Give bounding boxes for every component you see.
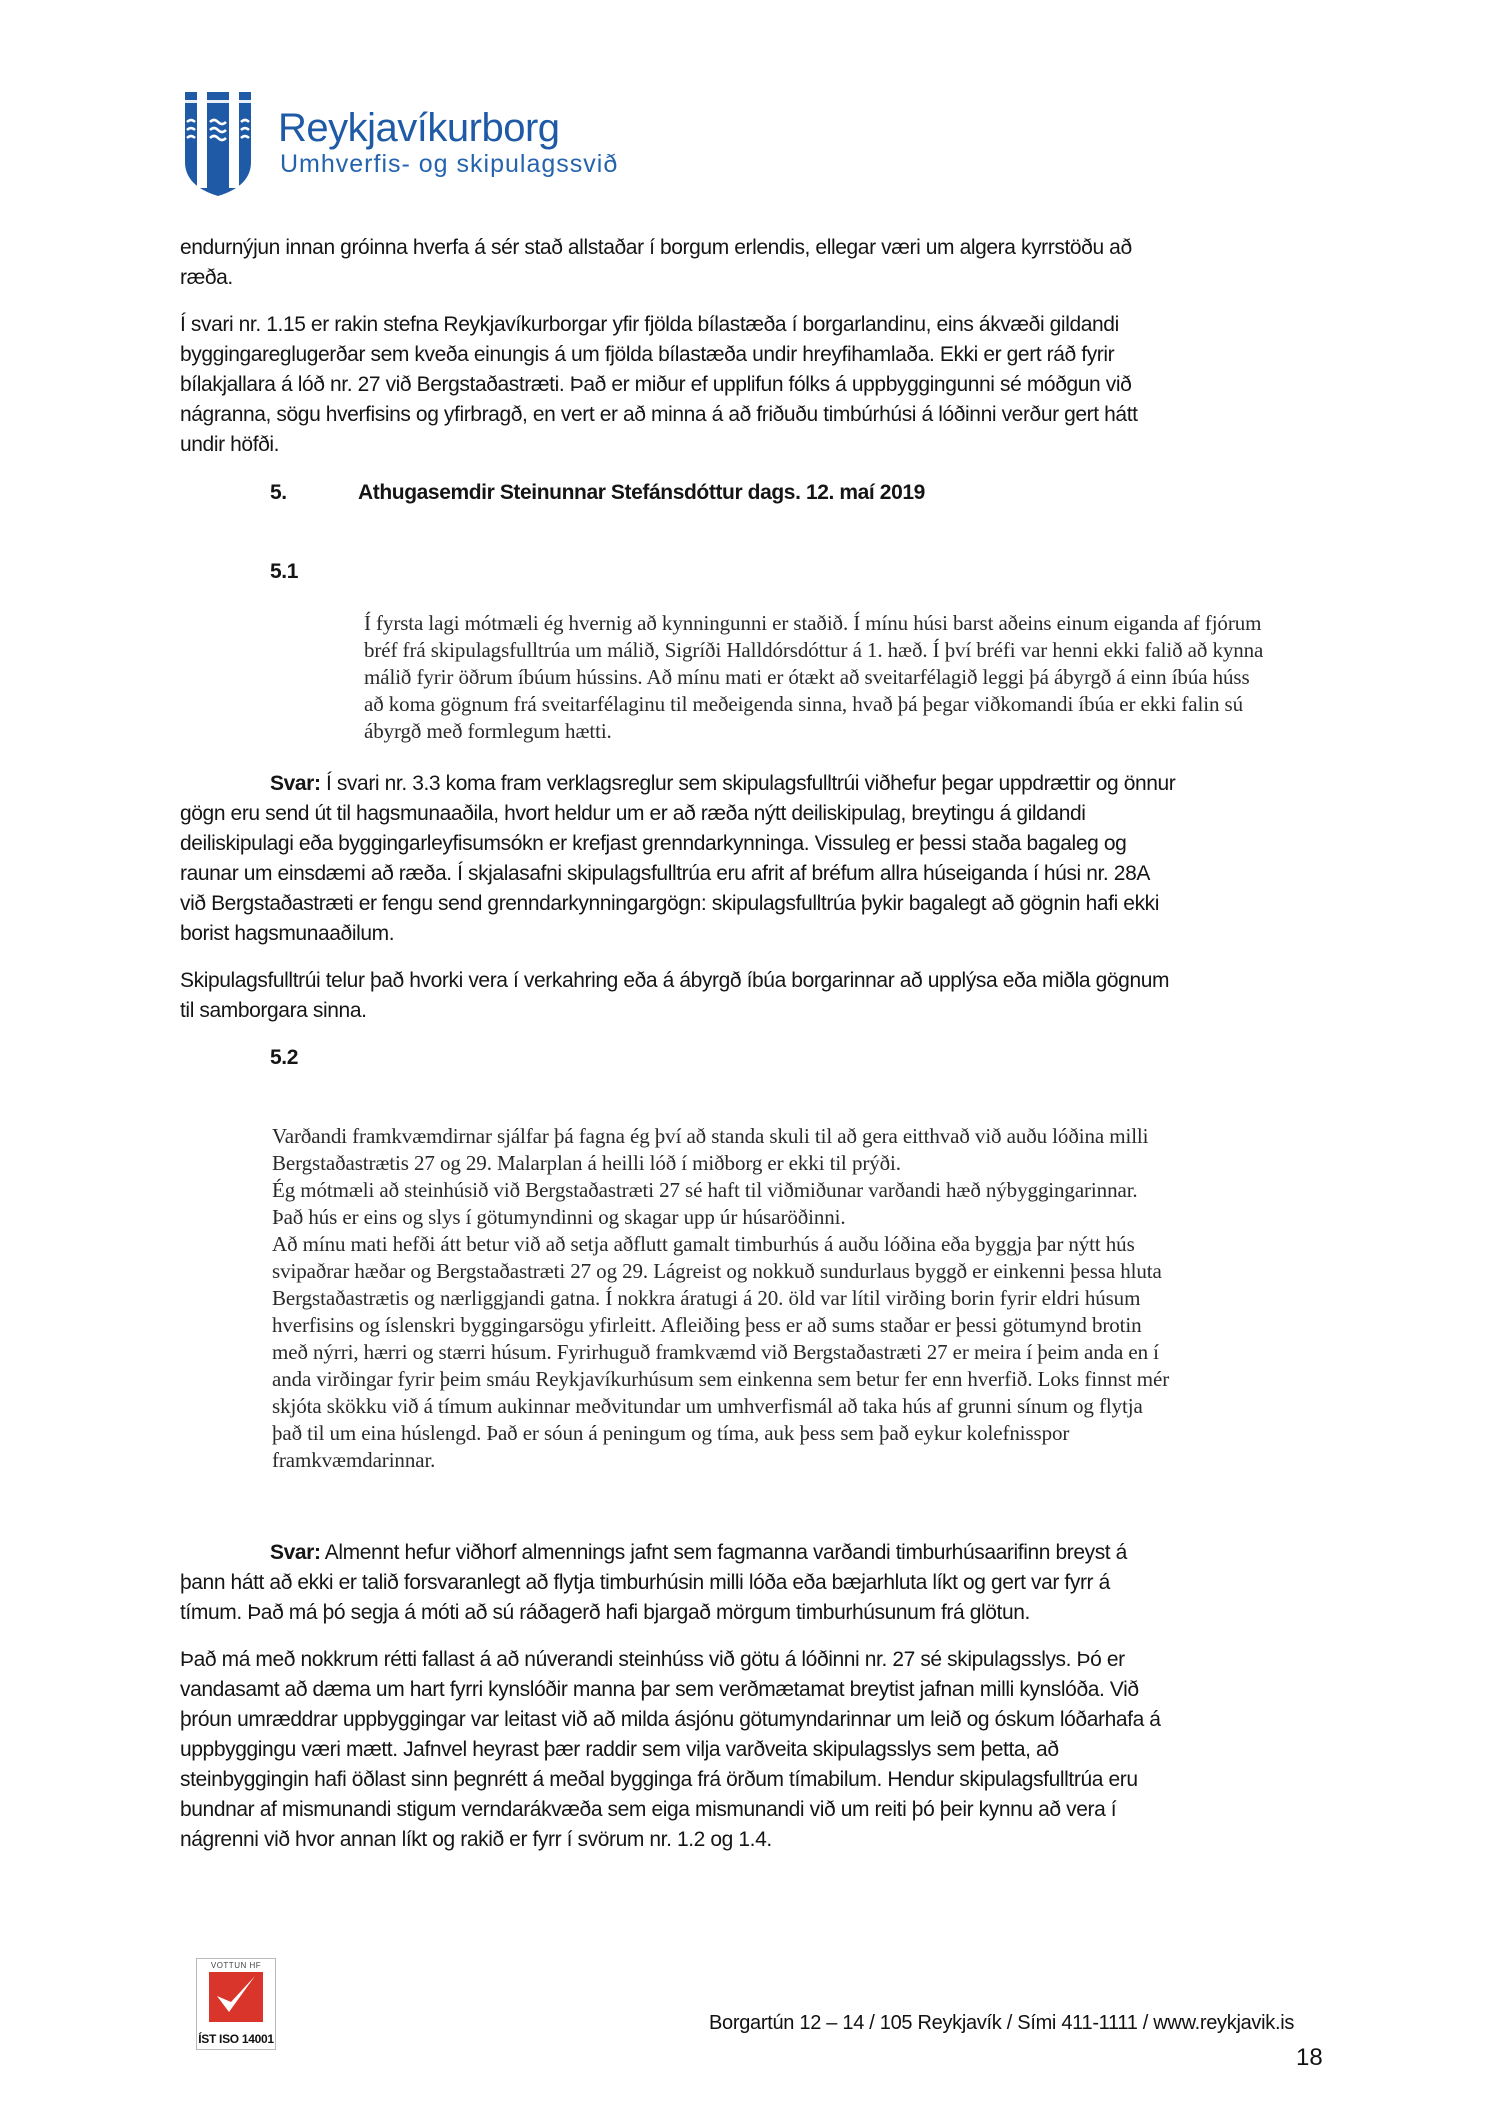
quote-line: Í fyrsta lagi mótmæli ég hvernig að kynningunni er staðið. Í mínu húsi barst aðeins einum eiganda af fjórum — [364, 611, 1262, 635]
quote-line: Bergstaðastrætis og nærliggjandi gatna. Í nokkra áratugi á 20. öld var lítil virðing borin fyrir eldri húsum — [272, 1286, 1141, 1310]
item-number: 5.2 — [270, 1046, 298, 1069]
checkmark-icon — [209, 1972, 263, 2022]
iso-badge-top-text: VOTTUN HF — [210, 1961, 262, 1970]
section-number: 5. — [270, 481, 287, 504]
shield-icon — [183, 90, 253, 198]
answer-text: Almennt hefur viðhorf almennings jafnt sem fagmanna varðandi timburhúsaarifinn breyst á — [320, 1541, 1127, 1564]
answer-line: vandasamt að dæma um hart fyrri kynslóðir manna þar sem verðmætamat breytist jafnan milli kynslóða. Við — [180, 1678, 1139, 1701]
organization-name: Reykjavíkurborg — [278, 106, 560, 150]
answer-line: borist hagsmunaaðilum. — [180, 922, 395, 945]
answer-line: steinbyggingin hafi öðlast sinn þegnrétt á meðal bygginga frá örðum tímabilum. Hendur skipulagsfulltrúa eru — [180, 1768, 1138, 1791]
iso-certification-badge — [196, 1958, 276, 2050]
answer-line: við Bergstaðastræti er fengu send grenndarkynningargögn: skipulagsfulltrúa þykir bagalegt að gögnin hafi ekki — [180, 892, 1160, 915]
page-number: 18 — [1296, 2044, 1323, 2071]
answer-line — [270, 1541, 1127, 1565]
coat-of-arms-logo — [183, 90, 253, 198]
quote-line: skjóta skökku við á tímum aukinnar meðvitundar um umhverfismál að taka hús af grunni sínum og flytja — [272, 1394, 1143, 1418]
answer-line: deiliskipulagi eða byggingarleyfisumsókn er krefjast grenndarkynninga. Vissuleg er þessi staða bagaleg og — [180, 832, 1127, 855]
answer-line: raunar um einsdæmi að ræða. Í skjalasafni skipulagsfulltrúa eru afrit af bréfum allra húseiganda í húsi nr. 28A — [180, 862, 1150, 885]
intro-line: undir höfði. — [180, 433, 280, 456]
intro-line: nágranna, sögu hverfisins og yfirbragð, en vert er að minna á að friðuðu timbúrhúsi á lóðinni verður gert hátt — [180, 403, 1138, 426]
quote-line: hverfisins og íslenskri byggingarsögu yfirleitt. Afleiðing þess er að sums staðar er þessi götumynd brotin — [272, 1313, 1142, 1337]
quote-line: Að mínu mati hefði átt betur við að setja aðflutt gamalt timburhús á auðu lóðina eða byggja þar nýtt hús — [272, 1232, 1135, 1256]
answer-line: gögn eru send út til hagsmunaaðila, hvort heldur um er að ræða nýtt deiliskipulag, breytingu á gildandi — [180, 802, 1086, 825]
iso-badge-bottom-text: ÍST ISO 14001 — [198, 2032, 274, 2046]
quote-line: Bergstaðastrætis 27 og 29. Malarplan á heilli lóð í miðborg er ekki til prýði. — [272, 1151, 901, 1175]
department-name: Umhverfis- og skipulagssvið — [280, 150, 619, 178]
quote-line: með nýrri, hærri og stærri húsum. Fyrirhuguð framkvæmd við Bergstaðastræti 27 er meira í þeim anda en í — [272, 1340, 1159, 1364]
answer-label: Svar: — [270, 772, 321, 795]
footer-address: Borgartún 12 – 14 / 105 Reykjavík / Sími 411-1111 / www.reykjavik.is — [709, 2012, 1295, 2034]
answer-line: tímum. Það má þó segja á móti að sú ráðagerð hafi bjargað mörgum timburhúsunum frá glötun. — [180, 1601, 1030, 1624]
intro-line: byggingareglugerðar sem kveða einungis á um fjölda bílastæða undir hreyfihamlaða. Ekki er gert ráð fyrir — [180, 343, 1115, 366]
answer-line: þann hátt að ekki er talið forsvaranlegt að flytja timburhúsin milli lóða eða bæjarhluta líkt og gert var fyrr á — [180, 1571, 1110, 1594]
intro-line: endurnýjun innan gróinna hverfa á sér stað allstaðar í borgum erlendis, ellegar væri um algera kyrrstöðu að — [180, 236, 1132, 259]
quote-line: að koma gögnum frá sveitarfélaginu til meðeigenda sinna, hvað þá þegar viðkomandi íbúa er ekki falin sú — [364, 692, 1244, 716]
quote-line: framkvæmdarinnar. — [272, 1448, 436, 1472]
answer-line: Það má með nokkrum rétti fallast á að núverandi steinhúss við götu á lóðinni nr. 27 sé skipulagsslys. Þó er — [180, 1648, 1125, 1671]
intro-line: Í svari nr. 1.15 er rakin stefna Reykjavíkurborgar yfir fjölda bílastæða í borgarlandinu, eins ákvæði gildandi — [180, 313, 1119, 336]
quote-line: svipaðrar hæðar og Bergstaðastræti 27 og 29. Lágreist og nokkuð sundurlaus byggð er einkenni þessa hluta — [272, 1259, 1162, 1283]
quote-line: málið fyrir öðrum íbúum hússins. Að mínu mati er ótækt að sveitarfélagið leggi þá ábyrgð á einn íbúa húss — [364, 665, 1250, 689]
answer-line: þróun umræddrar uppbyggingar var leitast við að milda ásjónu götumyndarinnar um leið og óskum lóðarhafa á — [180, 1708, 1161, 1731]
quote-line: Varðandi framkvæmdirnar sjálfar þá fagna ég því að standa skuli til að gera eitthvað við auðu lóðina milli — [272, 1124, 1149, 1148]
answer-line: nágrenni við hvor annan líkt og rakið er fyrr í svörum nr. 1.2 og 1.4. — [180, 1828, 772, 1851]
quote-line: Það hús er eins og slys í götumyndinni og skagar upp úr húsaröðinni. — [272, 1205, 846, 1229]
quote-line: það til um eina húslengd. Það er sóun á peningum og tíma, auk þess sem það eykur kolefnisspor — [272, 1421, 1070, 1445]
answer-label: Svar: — [270, 1541, 321, 1564]
section-title: Athugasemdir Steinunnar Stefánsdóttur dags. 12. maí 2019 — [358, 481, 925, 504]
quote-line: Ég mótmæli að steinhúsið við Bergstaðastræti 27 sé haft til viðmiðunar varðandi hæð nýbyggingarinnar. — [272, 1178, 1138, 1202]
answer-line: Skipulagsfulltrúi telur það hvorki vera í verkahring eða á ábyrgð íbúa borgarinnar að upplýsa eða miðla gögnum — [180, 969, 1170, 992]
quote-line: ábyrgð með formlegum hætti. — [364, 719, 612, 743]
answer-line: til samborgara sinna. — [180, 999, 367, 1022]
answer-line: uppbyggingu væri mætt. Jafnvel heyrast þær raddir sem vilja varðveita skipulagsslys sem þetta, að — [180, 1738, 1059, 1761]
answer-text: Í svari nr. 3.3 koma fram verklagsreglur sem skipulagsfulltrúi viðhefur þegar uppdrættir og önnur — [320, 772, 1176, 795]
quote-line: anda virðingar fyrir þeim smáu Reykjavíkurhúsum sem einkenna sem betur fer enn hverfið. Loks finnst mér — [272, 1367, 1170, 1391]
answer-line: bundnar af mismunandi stigum verndarákvæða sem eiga mismunandi við um reiti þó þeir kynnu að vera í — [180, 1798, 1117, 1821]
answer-line — [270, 772, 1175, 796]
quote-line: bréf frá skipulagsfulltrúa um málið, Sigríði Halldórsdóttur á 1. hæð. Í því bréfi var henni ekki falið að kynna — [364, 638, 1264, 662]
intro-line: ræða. — [180, 266, 233, 289]
item-number: 5.1 — [270, 560, 298, 583]
intro-line: bílakjallara á lóð nr. 27 við Bergstaðastræti. Það er miður ef upplifun fólks á uppbyggingunni sé móðgun við — [180, 373, 1132, 396]
